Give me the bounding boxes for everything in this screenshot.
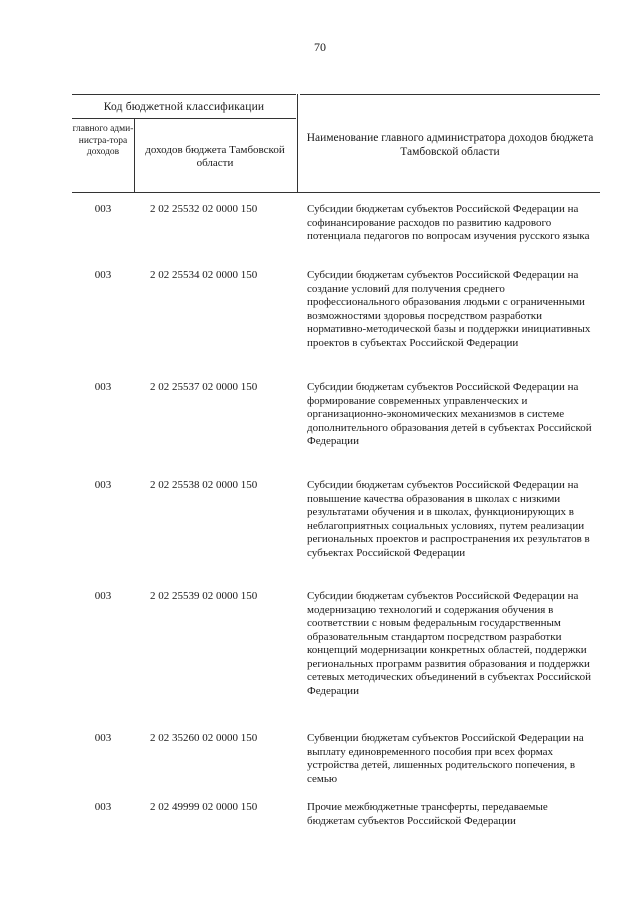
row-budget-code: 2 02 25538 02 0000 150 xyxy=(150,479,258,491)
row-admin-code: 003 xyxy=(94,381,112,393)
header-top-rule-left xyxy=(72,94,296,95)
row-name: Субсидии бюджетам субъектов Российской Федерации на создание условий для получения среднего профессионального образования людьми с ограниченными возможностями здоровья посредством разработки нормативно-методической базы и поддержки инициативных проектов в субъектах Российской Федерации xyxy=(307,269,591,349)
row-admin-code: 003 xyxy=(94,732,112,744)
row-admin-code: 003 xyxy=(94,590,112,602)
row-admin-code: 003 xyxy=(94,801,112,813)
row-admin-code: 003 xyxy=(94,203,112,215)
row-admin-code: 003 xyxy=(94,269,112,281)
header-income-col: доходов бюджета Тамбовской области xyxy=(145,144,285,169)
row-name: Субсидии бюджетам субъектов Российской Федерации на модернизацию технологий и содержания обучения в соответствии с новым федеральным государственным образовательным стандартом посредством разработки концепций модернизации конкретных областей, поддержки региональных программ развития образования и поддержки сетевых методических объединений в субъектах Российской Федерации xyxy=(307,590,591,697)
header-name-col: Наименование главного администратора доходов бюджета Тамбовской области xyxy=(306,132,594,158)
row-admin-code: 003 xyxy=(94,479,112,491)
header-top-rule-right xyxy=(300,94,600,95)
row-name: Субсидии бюджетам субъектов Российской Федерации на повышение качества образования в школах с низкими результатами обучения и в школах, функционирующих в неблагоприятных социальных условиях, путем реализации региональных проектов и распространения их результатов в субъектах Российской Федерации xyxy=(307,479,590,559)
row-budget-code: 2 02 25534 02 0000 150 xyxy=(150,269,258,281)
header-code-rule xyxy=(72,118,296,119)
header-admin-col: главного адми-нистра-тора доходов xyxy=(72,124,134,157)
row-budget-code: 2 02 35260 02 0000 150 xyxy=(150,732,258,744)
row-name: Прочие межбюджетные трансферты, передаваемые бюджетам субъектов Российской Федерации xyxy=(307,801,548,827)
row-name: Субсидии бюджетам субъектов Российской Федерации на софинансирование расходов по развитию кадрового потенциала педагогов по вопросам изучения русского языка xyxy=(307,203,590,242)
page-number: 70 xyxy=(314,40,326,54)
row-budget-code: 2 02 49999 02 0000 150 xyxy=(150,801,258,813)
header-divider-2 xyxy=(297,94,298,192)
header-code-group: Код бюджетной классификации xyxy=(103,101,265,113)
row-name: Субсидии бюджетам субъектов Российской Федерации на формирование современных управленческих и организационно-экономических механизмов в системе дополнительного образования детей в субъектах Российской Федерации xyxy=(307,381,592,447)
row-name: Субвенции бюджетам субъектов Российской Федерации на выплату единовременного пособия при всех формах устройства детей, лишенных родительского попечения, в семью xyxy=(307,732,584,785)
header-bottom-rule xyxy=(72,192,600,193)
row-budget-code: 2 02 25537 02 0000 150 xyxy=(150,381,258,393)
row-budget-code: 2 02 25532 02 0000 150 xyxy=(150,203,258,215)
row-budget-code: 2 02 25539 02 0000 150 xyxy=(150,590,258,602)
